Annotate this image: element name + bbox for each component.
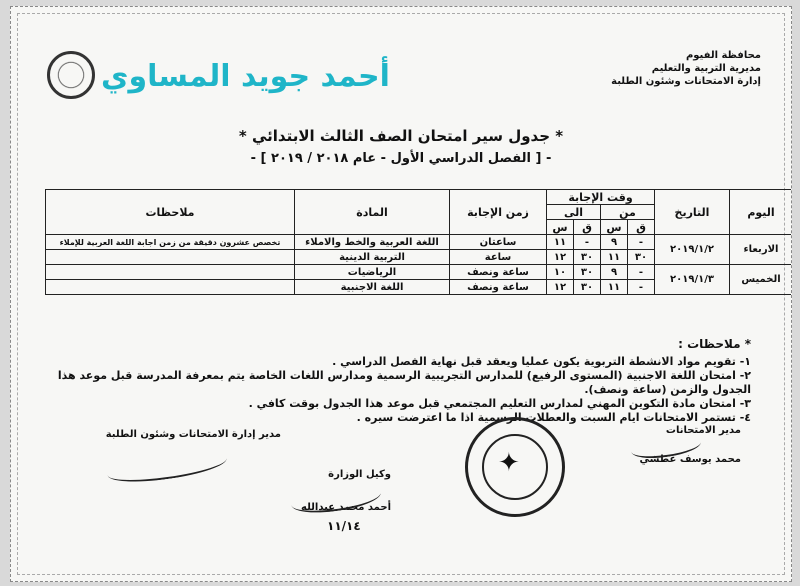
cell-duration: ساعة ونصف [450,280,547,295]
exam-schedule-table [45,189,792,295]
cell-duration: ساعة ونصف [450,265,547,280]
note-item: ٤- تستمر الامتحانات ايام السبت والعطلات الرسمية اذا ما اعترضت سيره . [356,411,751,424]
cell-from-q: - [628,280,655,295]
col-from: من [601,205,655,220]
cell-notes [46,265,295,280]
department-label: إدارة الامتحانات وشئون الطلبة [611,76,761,87]
directorate-label: مديرية التربية والتعليم [651,63,761,74]
document-subtitle: - [ الفصل الدراسي الأول - عام ٢٠١٨ / ٢٠١٩ ] - [250,151,552,166]
col-subject: المادة [295,190,450,235]
cell-from-s: ١١ [601,250,628,265]
cell-duration: ساعتان [450,235,547,250]
table-row [46,265,793,280]
col-to-s: س [547,220,574,235]
undersecretary-name: أحمد محمد عبدالله [301,502,391,513]
signature-scribble-icon [106,447,228,487]
cell-to-q: ٣٠ [574,265,601,280]
cell-day: الخميس [730,265,793,295]
cell-subject: اللغة الاجنبية [295,280,450,295]
watermark-text: أحمد جويد المساوي [101,59,390,94]
note-item: ١- تقويم مواد الانشطة التربوية يكون عمليا ويعقد قبل نهاية الفصل الدراسي . [332,355,751,368]
cell-from-s: ٩ [601,265,628,280]
cell-from-s: ٩ [601,235,628,250]
cell-subject: الرياضيات [295,265,450,280]
document-title: * جدول سير امتحان الصف الثالث الابتدائي * [238,127,564,145]
cell-to-s: ١٠ [547,265,574,280]
col-to-q: ق [574,220,601,235]
cell-from-q: - [628,235,655,250]
col-notes: ملاحظات [46,190,295,235]
signature-date: ١١/١٤ [327,519,361,533]
dept-manager-signature [71,429,281,440]
exams-manager-name: محمد يوسف عطشي [639,454,741,465]
cell-from-s: ١١ [601,280,628,295]
exams-manager-title: مدير الامتحانات [665,425,741,436]
notes-heading: * ملاحظات : [678,337,751,351]
col-day: اليوم [730,190,793,235]
issuer-header [611,49,761,88]
cell-date: ٢٠١٩/١/٣ [655,265,730,295]
dept-manager-title: مدير إدارة الامتحانات وشئون الطلبة [105,429,281,440]
note-item: ٢- امتحان اللغة الاجنبية (المستوى الرفيع) للمدارس التجريبية الرسمية ومدارس اللغات الخاصة يتم بمعرفة المدرسة قبل موعد هذا الجدول والزمن (ساعة ونصف). [57,369,751,396]
cell-subject: التربية الدينية [295,250,450,265]
cell-subject: اللغة العربية والخط والاملاء [295,235,450,250]
col-date: التاريخ [655,190,730,235]
col-duration: زمن الإجابة [450,190,547,235]
col-to: الى [547,205,601,220]
undersecretary-title: وكيل الوزارة [328,469,391,480]
notes-section [31,337,751,425]
table-row [46,235,793,250]
cell-from-q: - [628,265,655,280]
cell-notes: تخصص عشرون دقيقة من زمن اجابة اللغة العربية للإملاء [46,235,295,250]
cell-to-s: ١٢ [547,250,574,265]
col-from-s: س [601,220,628,235]
note-item: ٣- امتحان مادة التكوين المهني لمدارس التعليم المجتمعي قبل موعد هذا الجدول بوقت كافي . [248,397,751,410]
cell-to-s: ١١ [547,235,574,250]
cell-date: ٢٠١٩/١/٢ [655,235,730,265]
cell-to-q: ٣٠ [574,280,601,295]
cell-day: الاربعاء [730,235,793,265]
cell-to-q: - [574,235,601,250]
col-from-q: ق [628,220,655,235]
official-stamp-icon [465,417,565,517]
cell-to-q: ٣٠ [574,250,601,265]
eagle-emblem-icon: ✦ [498,448,520,478]
cell-notes [46,250,295,265]
table-header-row [46,190,793,205]
col-answer-time: وقت الإجابة [547,190,655,205]
document-page [10,6,792,582]
cell-from-q: ٣٠ [628,250,655,265]
cell-duration: ساعة [450,250,547,265]
cell-to-s: ١٢ [547,280,574,295]
cell-notes [46,280,295,295]
governorate-label: محافظة الفيوم [685,50,761,61]
logo-seal-icon [47,51,95,99]
